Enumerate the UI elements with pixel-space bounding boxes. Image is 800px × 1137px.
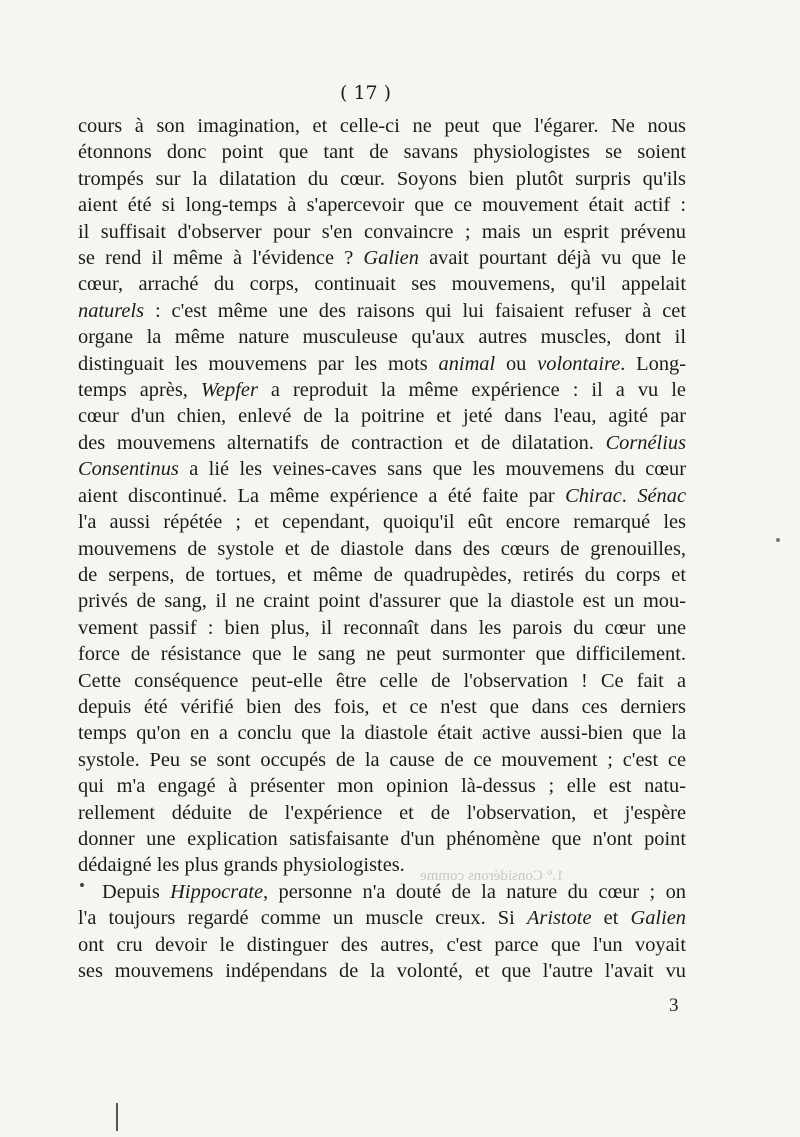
text-line <box>78 219 686 245</box>
text-run: Depuis <box>102 880 171 903</box>
text-run: ou <box>495 352 538 375</box>
text-run: rellement déduite de l'expérience et de l'observation, et j'espère <box>78 801 686 824</box>
italic-name: Consentinus <box>78 458 179 481</box>
text-run: l'a toujours regardé comme un muscle creux. Si <box>78 907 527 930</box>
text-run: force de résistance que le sang ne peut surmonter que difficilement. <box>78 643 686 666</box>
italic-name: Aristote <box>526 907 592 930</box>
text-line <box>78 271 686 297</box>
bleed-through-text: 1.° Considérons comme <box>420 868 564 884</box>
text-line <box>78 800 686 826</box>
text-line <box>78 245 686 271</box>
text-run: l'a aussi répétée ; et cependant, quoiqu'il eût encore remarqué les <box>78 511 686 534</box>
text-run: vement passif : bien plus, il reconnaît dans les parois du cœur une <box>78 616 686 639</box>
text-line <box>78 694 686 720</box>
text-run: temps après, <box>78 379 201 402</box>
text-line <box>78 668 686 694</box>
text-run: se rend il même à l'évidence ? <box>78 247 364 270</box>
signature-mark: 3 <box>669 995 679 1016</box>
text-line <box>78 298 686 324</box>
text-run: ses mouvemens indépendans de la volonté, et que l'autre l'avait vu <box>78 960 686 982</box>
text-line <box>78 324 686 350</box>
text-line <box>78 456 686 482</box>
text-line <box>78 958 686 984</box>
text-line <box>78 641 686 667</box>
italic-name: Wepfer <box>200 379 258 402</box>
text-run: organe la même nature musculeuse qu'aux autres muscles, dont il <box>78 326 686 349</box>
body-text <box>78 113 686 984</box>
text-run: de serpens, de tortues, et même de quadrupèdes, retirés du corps et <box>78 563 686 586</box>
italic-name: animal <box>438 352 496 375</box>
italic-name: Hippocrate <box>170 880 264 903</box>
text-run: . Long- <box>620 352 687 375</box>
text-line <box>78 536 686 562</box>
italic-name: Sénac <box>637 484 686 507</box>
text-line <box>78 377 686 403</box>
text-run: : c'est même une des raisons qui lui faisaient refuser à cet <box>144 299 686 322</box>
text-run: a lié les veines-caves sans que les mouvemens du cœur <box>178 458 686 481</box>
text-run: dédaigné les plus grands physiologistes. <box>78 854 405 877</box>
text-line <box>78 430 686 456</box>
text-line <box>78 588 686 614</box>
text-run: , personne n'a douté de la nature du cœur ; on <box>263 880 686 903</box>
text-line <box>78 826 686 852</box>
italic-name: Galien <box>630 907 686 930</box>
text-line <box>78 509 686 535</box>
text-run: aient été si long-temps à s'apercevoir que ce mouvement était actif : <box>78 194 686 217</box>
text-run: il suffisait d'observer pour s'en convaincre ; mais un esprit prévenu <box>78 220 686 243</box>
text-run: qui m'a engagé à présenter mon opinion là-dessus ; elle est natu- <box>78 775 686 798</box>
italic-name: Chirac <box>565 484 622 507</box>
text-line <box>78 562 686 588</box>
text-line <box>78 852 686 878</box>
text-run: cœur d'un chien, enlevé de la poitrine et jeté dans l'eau, agité par <box>78 405 686 428</box>
margin-stroke <box>116 1103 118 1131</box>
text-run: des mouvemens alternatifs de contraction et de dilatation. <box>78 431 606 454</box>
ink-speck <box>80 883 84 887</box>
text-line <box>78 615 686 641</box>
text-run: et <box>591 907 631 930</box>
text-run: cours à son imagination, et celle-ci ne peut que l'égarer. Ne nous <box>78 115 686 137</box>
text-run: ont cru devoir le distinguer des autres, c'est parce que l'un voyait <box>78 933 686 956</box>
text-run: privés de sang, il ne craint point d'assurer que la diastole est un mou- <box>78 590 686 613</box>
text-run: temps qu'on en a conclu que la diastole était active aussi-bien que la <box>78 722 686 745</box>
text-line <box>78 403 686 429</box>
text-line <box>78 773 686 799</box>
text-line <box>78 113 686 139</box>
text-run: cœur, arraché du corps, continuait ses mouvemens, qu'il appelait <box>78 273 686 296</box>
text-run: mouvemens de systole et de diastole dans des cœurs de grenouilles, <box>78 537 686 560</box>
text-run: aient discontinué. La même expérience a été faite par <box>78 484 566 507</box>
text-run: trompés sur la dilatation du cœur. Soyons bien plutôt surpris qu'ils <box>78 167 686 190</box>
italic-name: Galien <box>363 247 419 270</box>
italic-name: Cornélius <box>605 431 686 454</box>
page-number: ( 17 ) <box>340 82 392 104</box>
text-run: a reproduit la même expérience : il a vu le <box>257 379 686 402</box>
text-line <box>78 747 686 773</box>
text-run: donner une explication satisfaisante d'un phénomène que n'ont point <box>78 827 686 850</box>
text-run: étonnons donc point que tant de savans physiologistes se soient <box>78 141 686 164</box>
text-line <box>78 932 686 958</box>
text-line <box>78 351 686 377</box>
text-line <box>78 905 686 931</box>
text-run: depuis été vérifié bien des fois, et ce n'est que dans ces derniers <box>78 695 686 718</box>
text-line <box>78 139 686 165</box>
text-run: Cette conséquence peut-elle être celle de l'observation ! Ce fait a <box>78 669 686 692</box>
text-line <box>78 483 686 509</box>
text-run: avait pourtant déjà vu que le <box>418 247 686 270</box>
italic-name: volontaire <box>537 352 621 375</box>
text-run: distinguait les mouvemens par les mots <box>78 352 439 375</box>
text-run: systole. Peu se sont occupés de la cause de ce mouvement ; c'est ce <box>78 748 686 771</box>
text-line <box>78 166 686 192</box>
text-line <box>78 879 686 905</box>
italic-name: naturels <box>78 299 145 322</box>
ink-speck <box>776 538 780 542</box>
text-line <box>78 192 686 218</box>
text-line <box>78 720 686 746</box>
text-run: . <box>621 484 638 507</box>
